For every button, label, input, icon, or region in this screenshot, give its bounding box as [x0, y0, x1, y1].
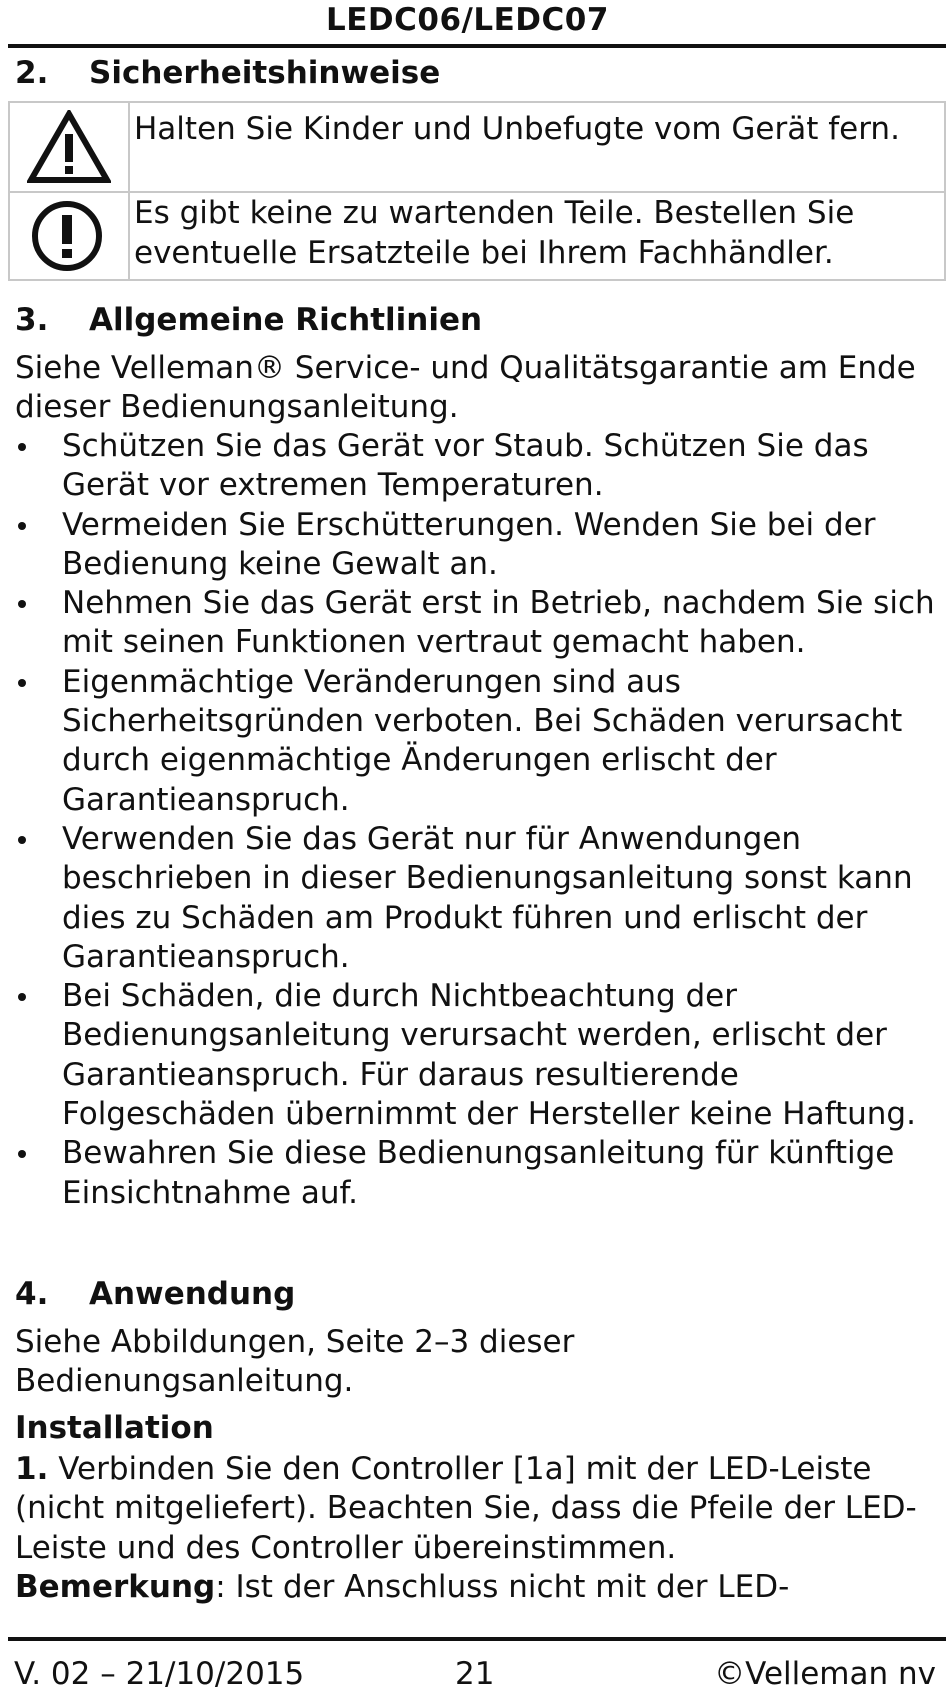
list-item: [0, 506, 945, 585]
footer-version: V. 02 – 21/10/2015: [14, 1656, 305, 1692]
section-4-intro: Siehe Abbildungen, Seite 2–3 dieser Bedienungsanleitung.: [15, 1324, 575, 1400]
document-model-title: LEDC06/LEDC07: [326, 2, 609, 38]
list-item-text: Eigenmächtige Veränderungen sind aus Sicherheitsgründen verboten. Bei Schäden verursacht durch eigenmächtige Änderungen erlischt der Garantieanspruch.: [62, 663, 903, 818]
list-item: [0, 663, 945, 820]
header-rule: [8, 44, 946, 48]
footer-page-number: 21: [455, 1656, 495, 1692]
safety-icon-cell: [10, 193, 130, 279]
list-item-text: Bei Schäden, die durch Nichtbeachtung der Bedienungsanleitung verursacht werden, erlischt der Garantieanspruch. Für daraus resultierende Folgeschäden übernimmt der Hersteller keine Haftung.: [62, 978, 916, 1133]
section-4-title: Anwendung: [89, 1276, 296, 1312]
installation-note: [15, 1568, 940, 1607]
safety-row: [10, 103, 944, 193]
section-2-heading: [15, 55, 440, 91]
footer-rule: [8, 1637, 946, 1641]
section-2-title: Sicherheitshinweise: [89, 55, 441, 91]
note-text: : Ist der Anschluss nicht mit der LED-: [215, 1569, 790, 1605]
list-item-text: Nehmen Sie das Gerät erst in Betrieb, nachdem Sie sich mit seinen Funktionen vertraut gemacht haben.: [62, 585, 935, 661]
list-item-text: Schützen Sie das Gerät vor Staub. Schützen Sie das Gerät vor extremen Temperaturen.: [62, 428, 869, 504]
list-item-text: Bewahren Sie diese Bedienungsanleitung für künftige Einsichtnahme auf.: [62, 1135, 895, 1211]
note-label: Bemerkung: [15, 1569, 216, 1605]
safety-text: Es gibt keine zu wartenden Teile. Bestellen Sie eventuelle Ersatzteile bei Ihrem Fachhändler.: [134, 195, 855, 271]
installation-step-1: [15, 1450, 940, 1568]
safety-row: [10, 193, 944, 279]
exclamation-circle-icon: [27, 200, 107, 272]
footer-copyright: ©Velleman nv: [714, 1656, 936, 1692]
list-item: [0, 820, 945, 977]
installation-subheading: Installation: [15, 1410, 214, 1446]
safety-text: Halten Sie Kinder und Unbefugte vom Gerät fern.: [134, 111, 900, 147]
section-3-title: Allgemeine Richtlinien: [89, 302, 483, 338]
bullet-dot: [18, 443, 26, 451]
bullet-dot: [18, 600, 26, 608]
section-2-number: 2.: [15, 55, 49, 91]
safety-table: [8, 101, 946, 281]
list-item: [0, 1134, 945, 1213]
list-item-text: Verwenden Sie das Gerät nur für Anwendungen beschrieben in dieser Bedienungsanleitung sonst kann dies zu Schäden am Produkt führen und erlischt der Garantieanspruch.: [62, 820, 913, 975]
list-item-text: Vermeiden Sie Erschütterungen. Wenden Sie bei der Bedienung keine Gewalt an.: [62, 506, 876, 582]
section-4-heading: [15, 1276, 295, 1312]
warning-triangle-icon: [27, 110, 111, 184]
bullet-dot: [18, 836, 26, 844]
list-item: [0, 977, 945, 1134]
list-item: [0, 584, 945, 663]
bullet-dot: [18, 522, 26, 530]
section-4-number: 4.: [15, 1276, 49, 1312]
step-number: 1.: [15, 1451, 49, 1487]
step-text: Verbinden Sie den Controller [1a] mit der LED-Leiste (nicht mitgeliefert). Beachten Sie, dass die Pfeile der LED-Leiste und des Controller übereinstimmen.: [15, 1451, 917, 1566]
bullet-dot: [18, 679, 26, 687]
bullet-dot: [18, 993, 26, 1001]
section-3-intro: Siehe Velleman® Service- und Qualitätsgarantie am Ende dieser Bedienungsanleitung.: [15, 350, 916, 426]
section-3-number: 3.: [15, 302, 49, 338]
guidelines-list: [0, 427, 945, 1213]
safety-icon-cell: [10, 103, 130, 191]
list-item: [0, 427, 945, 506]
section-3-heading: [15, 302, 482, 338]
bullet-dot: [18, 1150, 26, 1158]
